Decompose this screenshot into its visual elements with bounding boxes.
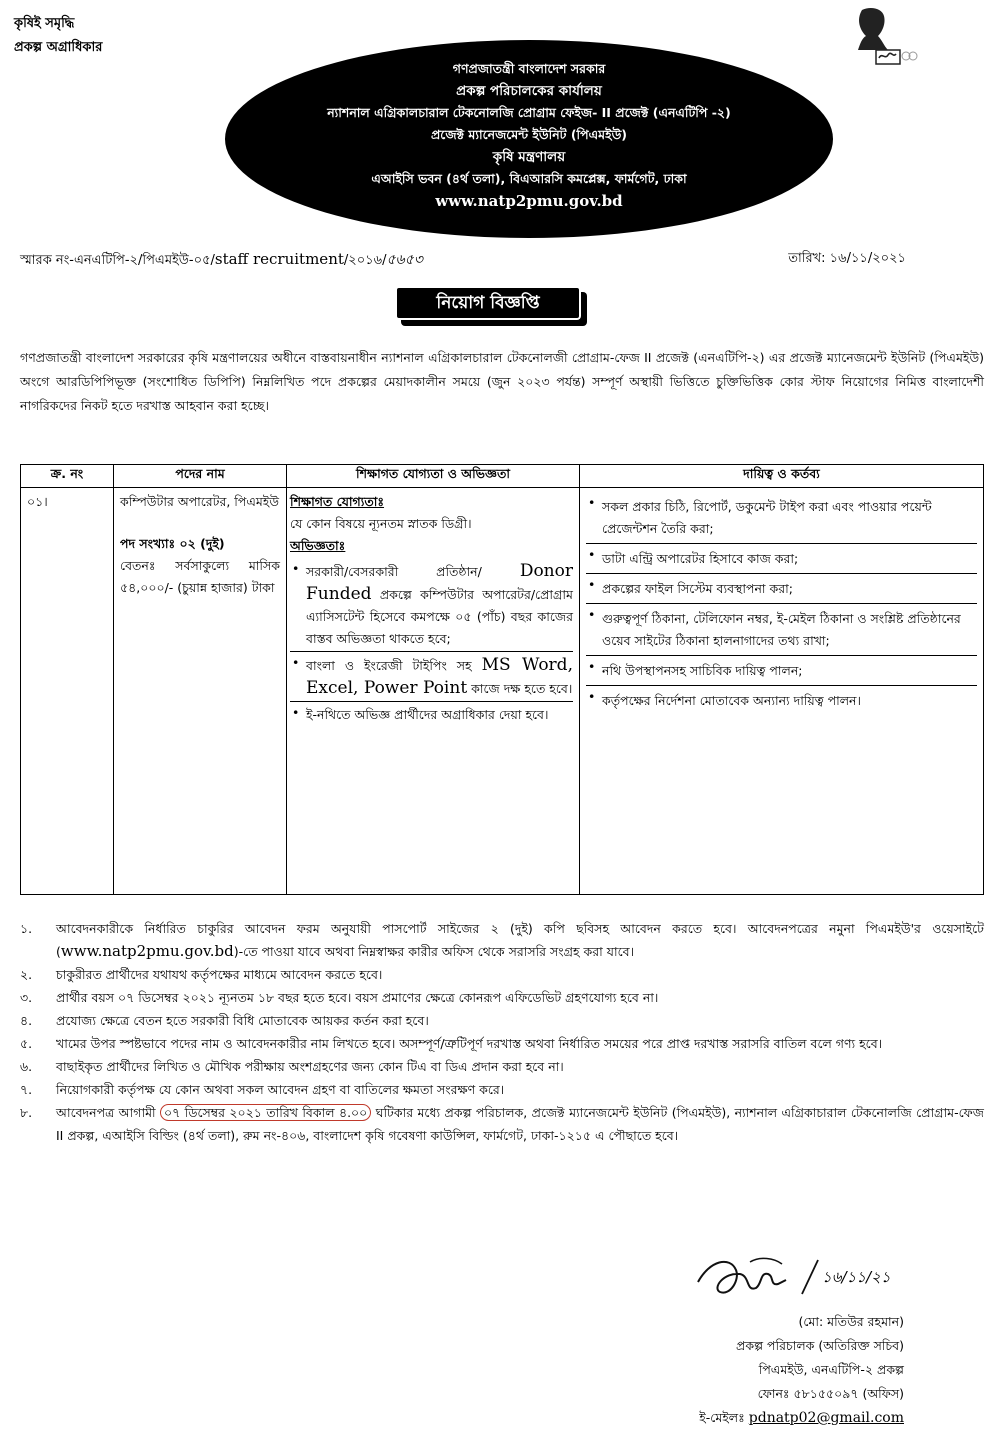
edu-text: যে কোন বিষয়ে ন্যূনতম স্নাতক ডিগ্রী। bbox=[290, 516, 472, 531]
header-post: পদের নাম bbox=[114, 465, 287, 488]
signer-email-line bbox=[560, 1406, 904, 1430]
list-item: ২. চাকুরীরত প্রার্থীদের যথাযথ কর্তৃপক্ষের মাধ্যমে আবেদন করতে হবে। bbox=[20, 967, 383, 982]
list-item: • সরকারী/বেসরকারী প্রতিষ্ঠান/ Donor Funded প্রকল্পে কম্পিউটার অপারেটর/প্রোগ্রাম এ্যাসিসটেন্ট হিসেবে কমপক্ষে ০৫ (পাঁচ) বছর কাজের বাস্তব অভিজ্ঞতা থাকতে হবে; bbox=[290, 558, 573, 650]
post-count: পদ সংখ্যাঃ ০২ (দুই) bbox=[120, 536, 225, 551]
list-item: ৬. বাছাইকৃত প্রার্থীদের লিখিত ও মৌখিক পরীক্ষায় অংশগ্রহণের জন্য কোন টিএ বা ডিএ প্রদান করা হবে না। bbox=[20, 1059, 564, 1074]
pmu-name: প্রজেক্ট ম্যানেজমেন্ট ইউনিট (পিএমইউ) bbox=[430, 127, 628, 142]
signer-phone: ফোনঃ ৫৮১৫৫০৯৭ (অফিস) bbox=[757, 1386, 904, 1401]
intro-paragraph: গণপ্রজাতন্ত্রী বাংলাদেশ সরকারের কৃষি মন্ত্রণালয়ের অধীনে বাস্তবায়নাধীন ন্যাশনাল এগ্রিকালচারাল টেকনোলজী প্রোগ্রাম-ফেজ II প্রজেক্ট (এনএটিপি-২) এর প্রজেক্ট ম্যানেজমেন্ট ইউনিট (পিএমইউ) অংগে আরডিপিপিভূক্ত (সংশোধিত ডিপিপি) নিম্নলিখিত পদে প্রকল্পের মেয়াদকালীন সময়ে (জুন ২০২৩ পর্যন্ত) সম্পূর্ণ অস্থায়ী ভিত্তিতে চুক্তিভিত্তিক কোর স্টাফ নিয়োগের নিমিত্ত বাংলাদেশী নাগরিকদের নিকট হতে দরখাস্ত আহবান করা হচ্ছে। bbox=[20, 350, 984, 413]
notice-title: নিয়োগ বিজ্ঞপ্তি bbox=[395, 286, 581, 320]
list-item: • নথি উপস্থাপনসহ সাচিবিক দায়িত্ব পালন; bbox=[586, 655, 977, 684]
exp-label: অভিজ্ঞতাঃ bbox=[290, 538, 346, 553]
experience-list bbox=[290, 558, 573, 726]
salary: বেতনঃ সর্বসাকুল্যে মাসিক ৫৪,০০০/- (চুয়ান্ন হাজার) টাকা bbox=[120, 558, 280, 595]
signer-block bbox=[560, 1310, 904, 1430]
signer-name: (মো: মতিউর রহমান) bbox=[798, 1314, 904, 1329]
list-item: ৭. নিয়োগকারী কর্তৃপক্ষ যে কোন অথবা সকল আবেদন গ্রহণ বা বাতিলের ক্ষমতা সংরক্ষণ করে। bbox=[20, 1082, 505, 1097]
notice-title-box bbox=[395, 286, 587, 326]
signer-email[interactable]: pdnatp02@gmail.com bbox=[748, 1410, 904, 1426]
serial-cell: ০১। bbox=[21, 488, 114, 895]
project-name: ন্যাশনাল এগ্রিকালচারাল টেকনোলজি প্রোগ্রাম ফেইজ- II প্রজেক্ট (এনএটিপি -২) bbox=[327, 105, 731, 120]
list-item: • ডাটা এন্ট্রি অপারেটর হিসাবে কাজ করা; bbox=[586, 543, 977, 572]
list-item: • ই-নথিতে অভিজ্ঞ প্রার্থীদের অগ্রাধিকার দেয়া হবে। bbox=[290, 701, 573, 726]
list-item: ১. আবেদনকারীকে নির্ধারিত চাকুরির আবেদন ফরম অনুযায়ী পাসপোর্ট সাইজের ২ (দুই) কপি ছবিসহ আবেদন করতে হবে। আবেদনপত্রের নমুনা পিএমইউ'র ওয়েসাইটে (www.natp2pmu.gov.bd)-তে পাওয়া যাবে অথবা নিম্নস্বাক্ষর কারীর অফিস থেকে সরাসরি সংগ্রহ করা যাবে। bbox=[20, 921, 984, 960]
header-slogan-block bbox=[14, 12, 102, 60]
office-name: প্রকল্প পরিচালকের কার্যালয় bbox=[456, 83, 602, 99]
header-duties: দায়িত্ব ও কর্তব্য bbox=[580, 465, 984, 488]
edu-label: শিক্ষাগত যোগ্যতাঃ bbox=[290, 494, 385, 509]
memo-suffix: /২০১৬/ bbox=[343, 253, 387, 268]
list-item: • গুরুত্বপূর্ণ ঠিকানা, টেলিফোন নম্বর, ই-মেইল ঠিকানা ও সংশ্লিষ্ট প্রতিষ্ঠানের ওয়েব সাইটের ঠিকানা হালনাগাদের তথ্য রাখা; bbox=[586, 603, 977, 654]
jobs-table bbox=[20, 464, 984, 895]
deadline-highlight: ০৭ ডিসেম্বর ২০২১ তারিখ বিকাল ৪.০০ bbox=[160, 1104, 371, 1121]
website: www.natp2pmu.gov.bd bbox=[435, 192, 623, 210]
header-qualification: শিক্ষাগত যোগ্যতা ও অভিজ্ঞতা bbox=[287, 465, 580, 488]
gov-name: গণপ্রজাতন্ত্রী বাংলাদেশ সরকার bbox=[452, 61, 606, 76]
signature-date: ১৬/১১/২১ bbox=[822, 1268, 891, 1286]
header-serial: ক্র. নং bbox=[21, 465, 114, 488]
list-item: • কর্তৃপক্ষের নির্দেশনা মোতাবেক অন্যান্য দায়িত্ব পালন। bbox=[586, 685, 977, 714]
memo-date: তারিখ: ১৬/১১/২০২১ bbox=[788, 251, 906, 266]
list-item: • সকল প্রকার চিঠি, রিপোর্ট, ডকুমেন্ট টাইপ করা এবং পাওয়ার পয়েন্ট প্রেজেন্টশন তৈরি করা; bbox=[586, 492, 977, 542]
signer-unit: পিএমইউ, এনএটিপি-২ প্রকল্প bbox=[758, 1362, 904, 1377]
list-item: ৩. প্রার্থীর বয়স ০৭ ডিসেম্বর ২০২১ ন্যূনতম ১৮ বছর হতে হবে। বয়স প্রমাণের ক্ষেত্রে কোনরূপ এফিডেভিট গ্রহণযোগ্য হবে না। bbox=[20, 990, 659, 1005]
list-item: ৫. খামের উপর স্পষ্টভাবে পদের নাম ও আবেদনকারীর নাম লিখতে হবে। অসম্পূর্ণ/ত্রুটিপূর্ণ দরখাস্ত অথবা নির্ধারিত সময়ের পরে প্রাপ্ত দরখাস্ত সরাসরি বাতিল বলে গণ্য হবে। bbox=[20, 1036, 883, 1051]
signer-designation: প্রকল্প পরিচালক (অতিরিক্ত সচিব) bbox=[736, 1338, 904, 1353]
office-address: এআইসি ভবন (৪র্থ তলা), বিএআরসি কমপ্লেক্স, ফার্মগেট, ঢাকা bbox=[371, 171, 687, 186]
memo-handwritten-no: ৫৬৫৩ bbox=[386, 252, 423, 268]
memo-prefix: স্মারক নং-এনএটিপি-২/পিএমইউ-০৫/ bbox=[20, 253, 215, 268]
mujib-100-logo-icon bbox=[848, 6, 918, 68]
list-item: ৪. প্রযোজ্য ক্ষেত্রে বেতন হতে সরকারী বিধি মোতাবেক আয়কর কর্তন করা হবে। bbox=[20, 1013, 429, 1028]
conditions-list bbox=[20, 917, 984, 1147]
list-item: • বাংলা ও ইংরেজী টাইপিং সহ MS Word, Excel, Power Point কাজে দক্ষ হতে হবে। bbox=[290, 651, 573, 700]
header-office-block bbox=[225, 58, 833, 212]
condition-website: www.natp2pmu.gov.bd bbox=[60, 942, 234, 960]
post-name: কম্পিউটার অপারেটর, পিএমইউ bbox=[120, 494, 280, 509]
ministry-name: কৃষি মন্ত্রণালয় bbox=[492, 149, 566, 165]
priority-label: প্রকল্প অগ্রাধিকার bbox=[14, 40, 103, 55]
memo-number bbox=[20, 248, 423, 272]
email-label: ই-মেইলঃ bbox=[699, 1410, 749, 1425]
table-header-row bbox=[21, 465, 984, 488]
list-item: ৮. আবেদনপত্র আগামী ০৭ ডিসেম্বর ২০২১ তারিখ বিকাল ৪.০০ ঘটিকার মধ্যে প্রকল্প পরিচালক, প্রজেক্ট ম্যানেজমেন্ট ইউনিট (পিএমইউ), ন্যাশনাল এগ্রিকাচারাল টেকনোলজি প্রোগ্রাম-ফেজ II প্রকল্প, এআইসি বিল্ডিং (৪র্থ তলা), রুম নং-৪০৬, বাংলাদেশ কৃষি গবেষণা কাউন্সিল, ফার্মগেট, ঢাকা-১২১৫ এ পৌছাতে হবে। bbox=[20, 1105, 984, 1143]
memo-english: staff recruitment bbox=[214, 250, 344, 268]
post-cell bbox=[114, 488, 287, 895]
duties-cell bbox=[580, 488, 984, 895]
table-row bbox=[21, 488, 984, 895]
duties-list bbox=[586, 492, 977, 714]
slogan: কৃষিই সমৃদ্ধি bbox=[14, 16, 75, 31]
qualification-cell bbox=[287, 488, 580, 895]
list-item: • প্রকল্পের ফাইল সিস্টেম ব্যবস্থাপনা করা; bbox=[586, 573, 977, 602]
